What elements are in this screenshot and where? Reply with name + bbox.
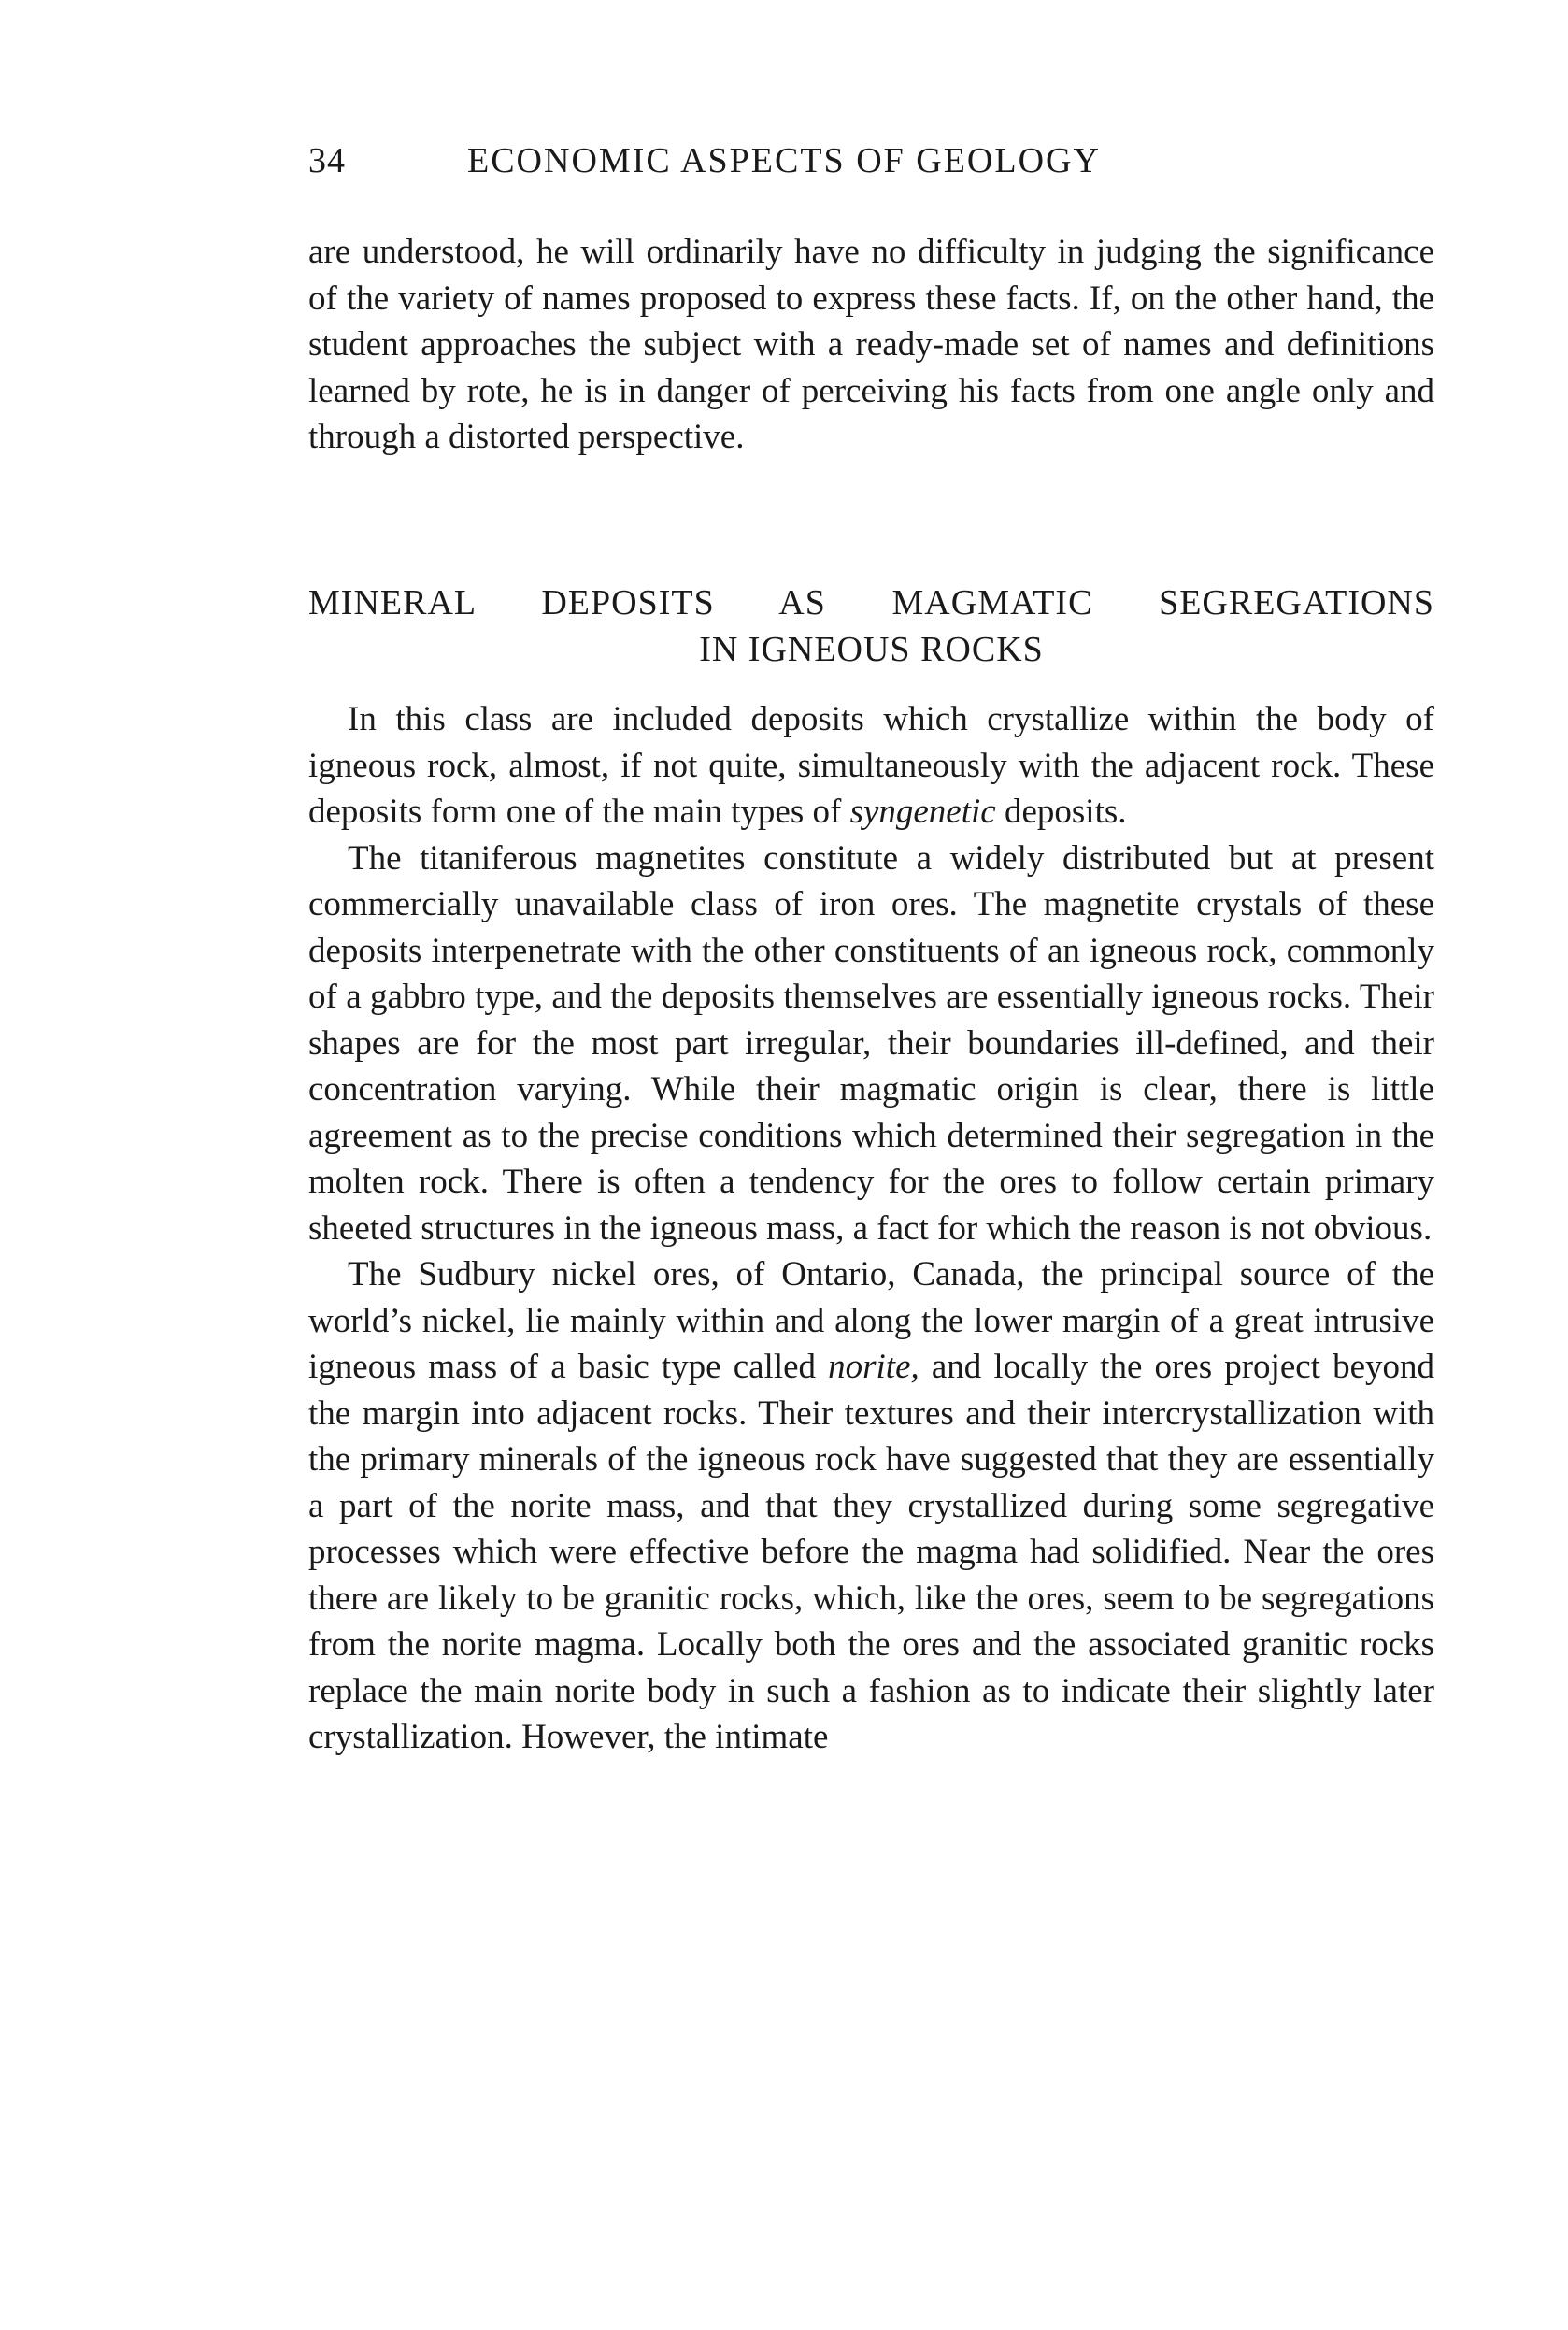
page-header	[308, 140, 1430, 196]
section-heading-line-1: MINERAL DEPOSITS AS MAGMATIC SEGREGATIONS	[308, 583, 1434, 622]
paragraph-3-text: The Sudbury nickel ores, of Ontario, Canada, the principal source of the world’s nickel, lie mainly within and along the lower margin of a great intrusive igneous mass of a basic type called	[308, 1255, 1434, 1386]
running-head: ECONOMIC ASPECTS OF GEOLOGY	[467, 141, 1101, 180]
section-body	[308, 696, 1434, 1761]
section-heading	[308, 579, 1434, 673]
paragraph-2: The titaniferous magnetites constitute a widely distributed but at present commercially unavailable class of iron ores. The magnetite crystals of these deposits interpenetrate with the other constituents of an igneous rock, commonly of a gabbro type, and the deposits themselves are essentially igneous rocks. Their shapes are for the most part irregular, their boundaries ill-defined, and their concentration varying. While their magmatic origin is clear, there is little agreement as to the precise conditions which determined their segregation in the molten rock. There is often a tendency for the ores to follow certain primary sheeted structures in the igneous mass, a fact for which the reason is not obvious.	[308, 838, 1434, 1248]
paragraph-1	[308, 696, 1434, 836]
paragraph-1-text-end: deposits.	[995, 793, 1127, 831]
page-number: 34	[308, 141, 346, 180]
continuation-text	[308, 229, 1434, 461]
continuation-paragraph: are understood, he will ordinarily have no difficulty in judging the significance of the variety of names proposed to express these facts. If, on the other hand, the student approaches the subject with a ready-made set of names and definitions learned by rote, he is in danger of perceiving his facts from one angle only and through a distorted perspective.	[308, 233, 1434, 456]
section-heading-line-2: IN IGNEOUS ROCKS	[699, 630, 1044, 669]
paragraph-1-italic-term: syngenetic	[849, 793, 996, 831]
paragraph-3-text-end: and locally the ores project beyond the margin into adjacent rocks. Their textures and their intercrystallization with the primary minerals of the igneous rock have suggested that they are essentially a part of the norite mass, and that they crystallized during some segregative processes which were effective before the magma had solidified. Near the ores there are likely to be granitic rocks, which, like the ores, seem to be segregations from the norite magma. Locally both the ores and the associated granitic rocks replace the main norite body in such a fashion as to indicate their slightly later crystallization. However, the intimate	[308, 1348, 1434, 1756]
paragraph-1-text: In this class are included deposits which crystallize within the body of igneous rock, almost, if not quite, simultaneously with the adjacent rock. These deposits form one of the main types of	[308, 700, 1434, 831]
paragraph-3	[308, 1251, 1434, 1761]
paragraph-3-italic-term: norite,	[828, 1348, 919, 1386]
